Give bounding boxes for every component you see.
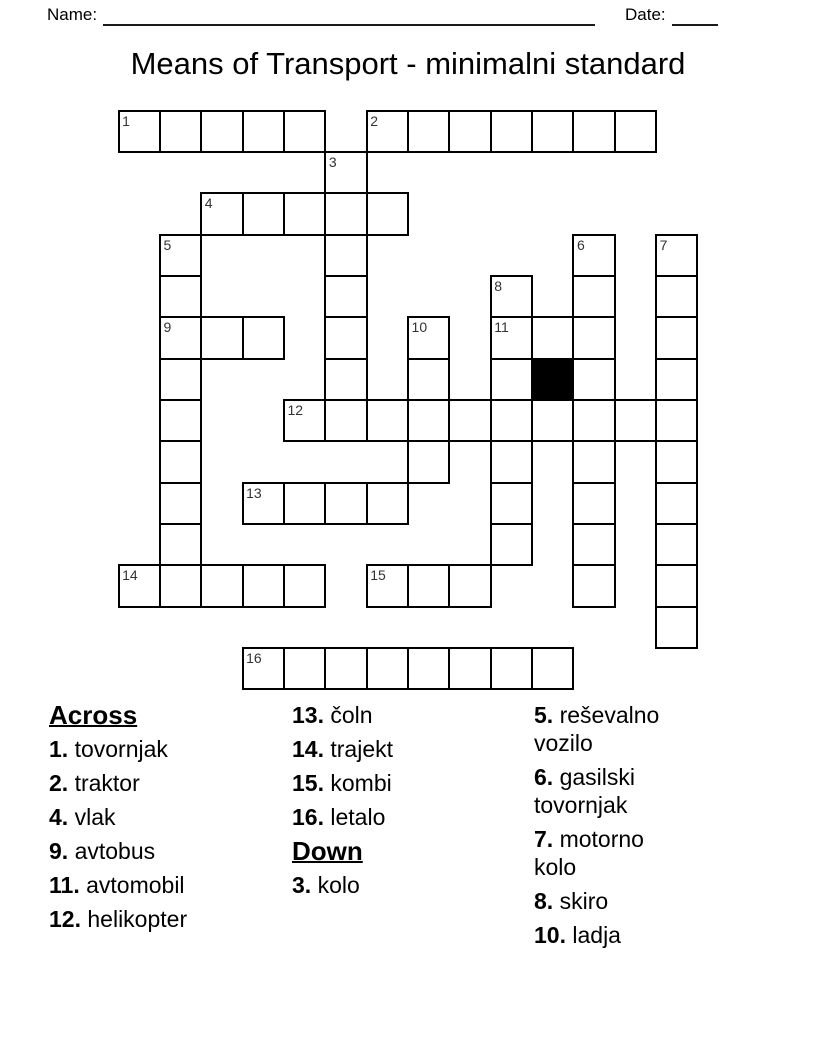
clue-text: reševalno vozilo <box>534 702 660 756</box>
grid-cell[interactable] <box>490 482 533 525</box>
clue-item <box>292 701 512 729</box>
clue-text: skiro <box>553 888 609 914</box>
grid-cell[interactable] <box>490 440 533 483</box>
clue-text: kolo <box>311 872 360 898</box>
clue-number: 9. <box>49 838 69 864</box>
grid-cell[interactable] <box>324 192 367 235</box>
grid-cell[interactable] <box>572 110 615 153</box>
cell-number: 15 <box>370 567 386 584</box>
clue-item <box>534 701 689 757</box>
grid-cell[interactable] <box>448 647 491 690</box>
grid-cell[interactable] <box>242 110 285 153</box>
grid-cell[interactable] <box>366 482 409 525</box>
clue-item <box>292 769 512 797</box>
cell-number: 8 <box>494 277 503 294</box>
grid-cell[interactable] <box>159 110 202 153</box>
clue-item <box>292 735 512 763</box>
grid-cell[interactable] <box>159 358 202 401</box>
grid-cell[interactable] <box>159 440 202 483</box>
cell-number: 6 <box>576 236 585 253</box>
grid-cell[interactable] <box>159 523 202 566</box>
cell-number: 4 <box>204 195 213 212</box>
clue-number: 13. <box>292 702 324 728</box>
grid-cell[interactable] <box>324 647 367 690</box>
grid-cell[interactable] <box>490 110 533 153</box>
grid-cell[interactable] <box>655 316 698 359</box>
grid-cell[interactable] <box>407 399 450 442</box>
grid-cell[interactable] <box>283 564 326 607</box>
grid-cell[interactable] <box>283 110 326 153</box>
grid-cell[interactable] <box>242 564 285 607</box>
clue-number: 16. <box>292 804 324 830</box>
date-label: Date: <box>625 5 666 24</box>
grid-cell[interactable] <box>490 358 533 401</box>
clue-number: 11. <box>49 872 80 898</box>
clue-number: 7. <box>534 826 554 852</box>
grid-cell[interactable] <box>242 316 285 359</box>
clue-number: 8. <box>534 888 554 914</box>
clue-item <box>292 803 512 831</box>
grid-cell[interactable] <box>324 316 367 359</box>
down-heading: Down <box>292 836 363 866</box>
clue-item <box>49 871 279 899</box>
grid-cell[interactable] <box>614 110 657 153</box>
name-fill-line[interactable] <box>103 9 595 26</box>
grid-cell[interactable] <box>572 399 615 442</box>
grid-cell[interactable] <box>490 523 533 566</box>
cell-number: 12 <box>287 401 304 418</box>
grid-cell[interactable] <box>407 110 450 153</box>
grid-cell[interactable] <box>159 399 202 442</box>
grid-cell[interactable] <box>655 523 698 566</box>
page-title: Means of Transport - minimalni standard <box>130 46 686 81</box>
grid-cell[interactable] <box>448 399 491 442</box>
cell-number: 10 <box>411 319 428 336</box>
clue-item <box>49 905 279 933</box>
cell-number: 5 <box>163 236 172 253</box>
clue-number: 10. <box>534 922 566 948</box>
clue-item <box>49 803 279 831</box>
across-heading: Across <box>49 700 138 730</box>
grid-cell[interactable] <box>324 358 367 401</box>
grid-cell[interactable] <box>407 440 450 483</box>
cell-number: 1 <box>122 112 130 129</box>
clue-number: 5. <box>534 702 554 728</box>
clue-text: čoln <box>323 702 373 728</box>
clue-item <box>534 887 689 915</box>
grid-cell[interactable] <box>283 647 326 690</box>
grid-cell[interactable] <box>655 440 698 483</box>
grid-cell[interactable] <box>200 110 243 153</box>
clue-text: traktor <box>68 770 140 796</box>
grid-cell[interactable] <box>572 358 615 401</box>
grid-cell[interactable] <box>324 234 367 277</box>
grid-cell[interactable] <box>366 399 409 442</box>
clue-item <box>292 871 512 899</box>
clue-text: avtobus <box>68 838 156 864</box>
cell-number: 14 <box>122 567 138 584</box>
cell-number: 13 <box>246 484 262 501</box>
grid-cell[interactable] <box>572 275 615 318</box>
clue-text: ladja <box>565 922 621 948</box>
grid-cell[interactable] <box>572 564 615 607</box>
grid-cell[interactable] <box>531 110 574 153</box>
clue-text: kombi <box>323 770 392 796</box>
clue-column <box>49 701 279 939</box>
grid-cell-black <box>531 358 574 401</box>
clue-text: helikopter <box>80 906 188 932</box>
grid-cell[interactable] <box>655 482 698 525</box>
clue-number: 15. <box>292 770 324 796</box>
cell-number: 11 <box>494 319 509 336</box>
clue-number: 4. <box>49 804 69 830</box>
grid-cell[interactable] <box>490 399 533 442</box>
grid-cell[interactable] <box>283 192 326 235</box>
clue-item <box>534 763 689 819</box>
grid-cell[interactable] <box>366 192 409 235</box>
grid-cell[interactable] <box>572 482 615 525</box>
grid-cell[interactable] <box>490 647 533 690</box>
grid-cell[interactable] <box>200 316 243 359</box>
grid-cell[interactable] <box>407 647 450 690</box>
clue-text: motorno kolo <box>534 826 644 880</box>
cell-number: 2 <box>370 112 378 129</box>
clue-text: tovornjak <box>68 736 168 762</box>
grid-cell[interactable] <box>159 482 202 525</box>
name-label: Name: <box>47 5 98 24</box>
clue-column <box>292 701 512 905</box>
grid-cell[interactable] <box>572 316 615 359</box>
grid-cell[interactable] <box>531 316 574 359</box>
clue-column <box>534 701 689 955</box>
date-fill-line[interactable] <box>672 9 718 26</box>
grid-cell[interactable] <box>448 564 491 607</box>
clue-item <box>534 921 689 949</box>
cell-number: 16 <box>246 650 262 667</box>
clue-item <box>49 837 279 865</box>
grid-cell[interactable] <box>283 482 326 525</box>
grid-cell[interactable] <box>655 275 698 318</box>
clue-text: trajekt <box>323 736 394 762</box>
grid-cell[interactable] <box>242 192 285 235</box>
grid-cell[interactable] <box>614 399 657 442</box>
clue-number: 2. <box>49 770 69 796</box>
cell-number: 7 <box>659 236 668 253</box>
grid-cell[interactable] <box>324 399 367 442</box>
grid-cell[interactable] <box>531 647 574 690</box>
clue-number: 3. <box>292 872 312 898</box>
grid-cell[interactable] <box>531 399 574 442</box>
clue-text: avtomobil <box>79 872 185 898</box>
grid-cell[interactable] <box>407 564 450 607</box>
grid-cell[interactable] <box>407 358 450 401</box>
grid-cell[interactable] <box>655 358 698 401</box>
grid-cell[interactable] <box>324 482 367 525</box>
clue-number: 1. <box>49 736 69 762</box>
grid-cell[interactable] <box>655 606 698 649</box>
grid-cell[interactable] <box>448 110 491 153</box>
cell-number: 9 <box>163 319 172 336</box>
clue-text: vlak <box>68 804 116 830</box>
clue-number: 12. <box>49 906 81 932</box>
clue-text: gasilski tovornjak <box>534 764 635 818</box>
grid-cell[interactable] <box>159 275 202 318</box>
clue-item <box>49 769 279 797</box>
clue-number: 6. <box>534 764 554 790</box>
clue-text: letalo <box>323 804 386 830</box>
grid-cell[interactable] <box>159 564 202 607</box>
clue-item <box>534 825 689 881</box>
grid-cell[interactable] <box>572 523 615 566</box>
grid-cell[interactable] <box>655 399 698 442</box>
clue-number: 14. <box>292 736 324 762</box>
grid-cell[interactable] <box>366 647 409 690</box>
cell-number: 3 <box>328 153 337 170</box>
clue-item <box>49 735 279 763</box>
grid-cell[interactable] <box>655 564 698 607</box>
grid-cell[interactable] <box>324 275 367 318</box>
grid-cell[interactable] <box>200 564 243 607</box>
grid-cell[interactable] <box>572 440 615 483</box>
